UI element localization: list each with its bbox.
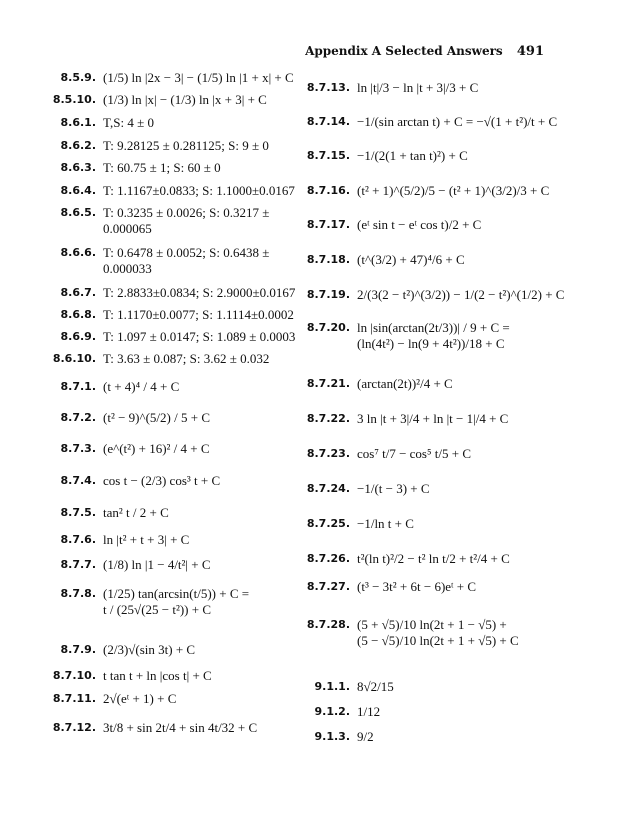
exercise-number: 8.7.3. (60, 442, 96, 455)
answer-entry (40, 586, 305, 618)
answer-text: ln |sin(arctan(2t/3))| / 9 + C = (ln(4t²) − ln(9 + 4t²))/18 + C (357, 320, 510, 351)
exercise-number: 8.6.5. (60, 206, 96, 219)
answer-entry (40, 307, 305, 323)
answer-text: 1/12 (357, 704, 381, 719)
answer-entry (40, 115, 305, 131)
answer-entry (40, 285, 305, 301)
answer-text: T: 1.1170±0.0077; S: 1.1114±0.0002 (103, 307, 294, 322)
exercise-number: 8.7.15. (306, 149, 350, 162)
answer-entry (300, 704, 600, 720)
exercise-number: 9.1.2. (314, 705, 350, 718)
exercise-number: 8.7.17. (306, 218, 350, 231)
answer-entry (40, 532, 305, 548)
exercise-number: 8.7.10. (52, 669, 96, 682)
answer-entry (40, 441, 305, 457)
answer-text: T: 0.6478 ± 0.0052; S: 0.6438 ± 0.000033 (103, 245, 270, 276)
exercise-number: 8.7.18. (306, 253, 350, 266)
answer-text: (1/8) ln |1 − 4/t²| + C (103, 557, 211, 572)
answer-entry (300, 252, 600, 268)
exercise-number: 8.7.25. (306, 517, 350, 530)
answer-entry (300, 617, 600, 649)
exercise-number: 8.6.8. (60, 308, 96, 321)
exercise-number: 8.7.13. (306, 81, 350, 94)
answer-text: ln |t|/3 − ln |t + 3|/3 + C (357, 80, 479, 95)
answer-entry (300, 481, 600, 497)
answer-text: (t² − 9)^(5/2) / 5 + C (103, 410, 210, 425)
answer-text: (t³ − 3t² + 6t − 6)eᵗ + C (357, 579, 477, 594)
exercise-number: 8.5.9. (60, 71, 96, 84)
exercise-number: 8.7.27. (306, 580, 350, 593)
answer-text: (e^(t²) + 16)² / 4 + C (103, 441, 210, 456)
page-header-title: Appendix A Selected Answers (305, 44, 503, 58)
answer-entry (300, 320, 600, 352)
answer-entry (40, 351, 305, 367)
answer-text: T: 60.75 ± 1; S: 60 ± 0 (103, 160, 221, 175)
exercise-number: 8.6.6. (60, 246, 96, 259)
answer-entry (300, 376, 600, 392)
exercise-number: 8.6.7. (60, 286, 96, 299)
answer-entry (300, 287, 600, 303)
answer-entry (300, 80, 600, 96)
answer-text: (5 + √5)/10 ln(2t + 1 − √5) + (5 − √5)/10 ln(2t + 1 + √5) + C (357, 617, 519, 648)
answers-column-left (40, 70, 305, 736)
exercise-number: 8.7.5. (60, 506, 96, 519)
exercise-number: 8.7.2. (60, 411, 96, 424)
answer-text: T: 3.63 ± 0.087; S: 3.62 ± 0.032 (103, 351, 270, 366)
answer-text: T,S: 4 ± 0 (103, 115, 154, 130)
answer-text: 3t/8 + sin 2t/4 + sin 4t/32 + C (103, 720, 258, 735)
exercise-number: 8.7.23. (306, 447, 350, 460)
answer-entry (300, 183, 600, 199)
answer-entry (40, 505, 305, 521)
answer-text: ln |t² + t + 3| + C (103, 532, 190, 547)
answer-entry (300, 579, 600, 595)
exercise-number: 9.1.1. (314, 680, 350, 693)
exercise-number: 8.6.4. (60, 184, 96, 197)
exercise-number: 8.7.14. (306, 115, 350, 128)
answer-entry (40, 691, 305, 707)
exercise-number: 8.6.10. (52, 352, 96, 365)
exercise-number: 8.7.1. (60, 380, 96, 393)
answer-text: tan² t / 2 + C (103, 505, 169, 520)
answer-entry (40, 642, 305, 658)
answer-text: T: 0.3235 ± 0.0026; S: 0.3217 ± 0.000065 (103, 205, 270, 236)
exercise-number: 8.7.21. (306, 377, 350, 390)
exercise-number: 8.6.3. (60, 161, 96, 174)
answer-entry (40, 160, 305, 176)
answer-entry (40, 205, 305, 237)
answer-entry (300, 411, 600, 427)
exercise-number: 8.7.6. (60, 533, 96, 546)
exercise-number: 8.7.11. (52, 692, 96, 705)
answer-entry (40, 557, 305, 573)
answer-text: −1/(t − 3) + C (357, 481, 430, 496)
answer-text: 9/2 (357, 729, 374, 744)
exercise-number: 8.7.4. (60, 474, 96, 487)
answer-entry (300, 148, 600, 164)
exercise-number: 8.6.9. (60, 330, 96, 343)
exercise-number: 9.1.3. (314, 730, 350, 743)
exercise-number: 8.7.20. (306, 321, 350, 334)
answer-entry (40, 329, 305, 345)
exercise-number: 8.7.22. (306, 412, 350, 425)
answer-text: T: 1.1167±0.0833; S: 1.1000±0.0167 (103, 183, 295, 198)
answer-text: 3 ln |t + 3|/4 + ln |t − 1|/4 + C (357, 411, 509, 426)
answer-entry (300, 516, 600, 532)
answer-entry (300, 114, 600, 130)
exercise-number: 8.7.8. (60, 587, 96, 600)
answer-entry (40, 720, 305, 736)
answer-text: t tan t + ln |cos t| + C (103, 668, 212, 683)
exercise-number: 8.7.26. (306, 552, 350, 565)
exercise-number: 8.7.19. (306, 288, 350, 301)
answer-text: (t^(3/2) + 47)⁴/6 + C (357, 252, 465, 267)
answer-entry (40, 668, 305, 684)
answer-text: −1/ln t + C (357, 516, 414, 531)
answer-entry (40, 379, 305, 395)
exercise-number: 8.7.9. (60, 643, 96, 656)
exercise-number: 8.7.16. (306, 184, 350, 197)
exercise-number: 8.7.12. (52, 721, 96, 734)
answer-entry (300, 217, 600, 233)
page-header (305, 44, 544, 59)
exercise-number: 8.6.1. (60, 116, 96, 129)
answer-text: (arctan(2t))²/4 + C (357, 376, 453, 391)
answers-column-right (300, 70, 600, 745)
answer-entry (300, 551, 600, 567)
exercise-number: 8.7.7. (60, 558, 96, 571)
answer-text: cos⁷ t/7 − cos⁵ t/5 + C (357, 446, 472, 461)
answer-text: (t + 4)⁴ / 4 + C (103, 379, 180, 394)
answer-entry (300, 679, 600, 695)
answer-text: −1/(sin arctan t) + C = −√(1 + t²)/t + C (357, 114, 558, 129)
answer-entry (40, 473, 305, 489)
answer-text: (t² + 1)^(5/2)/5 − (t² + 1)^(3/2)/3 + C (357, 183, 550, 198)
exercise-number: 8.5.10. (52, 93, 96, 106)
exercise-number: 8.7.24. (306, 482, 350, 495)
answer-text: cos t − (2/3) cos³ t + C (103, 473, 221, 488)
answer-text: t²(ln t)²/2 − t² ln t/2 + t²/4 + C (357, 551, 510, 566)
answer-text: (1/5) ln |2x − 3| − (1/5) ln |1 + x| + C (103, 70, 294, 85)
answer-entry (40, 70, 305, 86)
answer-text: −1/(2(1 + tan t)²) + C (357, 148, 468, 163)
answer-entry (40, 138, 305, 154)
answer-text: T: 2.8833±0.0834; S: 2.9000±0.0167 (103, 285, 296, 300)
exercise-number: 8.7.28. (306, 618, 350, 631)
answer-text: T: 9.28125 ± 0.281125; S: 9 ± 0 (103, 138, 269, 153)
answer-entry (40, 92, 305, 108)
answer-text: 8√2/15 (357, 679, 394, 694)
answer-text: (eᵗ sin t − eᵗ cos t)/2 + C (357, 217, 482, 232)
answer-entry (40, 410, 305, 426)
answer-text: (1/3) ln |x| − (1/3) ln |x + 3| + C (103, 92, 267, 107)
answer-text: T: 1.097 ± 0.0147; S: 1.089 ± 0.0003 (103, 329, 296, 344)
answer-entry (40, 245, 305, 277)
answer-text: (1/25) tan(arcsin(t/5)) + C = t / (25√(25 − t²)) + C (103, 586, 250, 617)
answer-text: 2/(3(2 − t²)^(3/2)) − 1/(2 − t²)^(1/2) + C (357, 287, 565, 302)
answer-text: 2√(eᵗ + 1) + C (103, 691, 177, 706)
answer-entry (40, 183, 305, 199)
page-number: 491 (516, 44, 544, 59)
exercise-number: 8.6.2. (60, 139, 96, 152)
answer-entry (300, 729, 600, 745)
answer-entry (300, 446, 600, 462)
answer-text: (2/3)√(sin 3t) + C (103, 642, 196, 657)
